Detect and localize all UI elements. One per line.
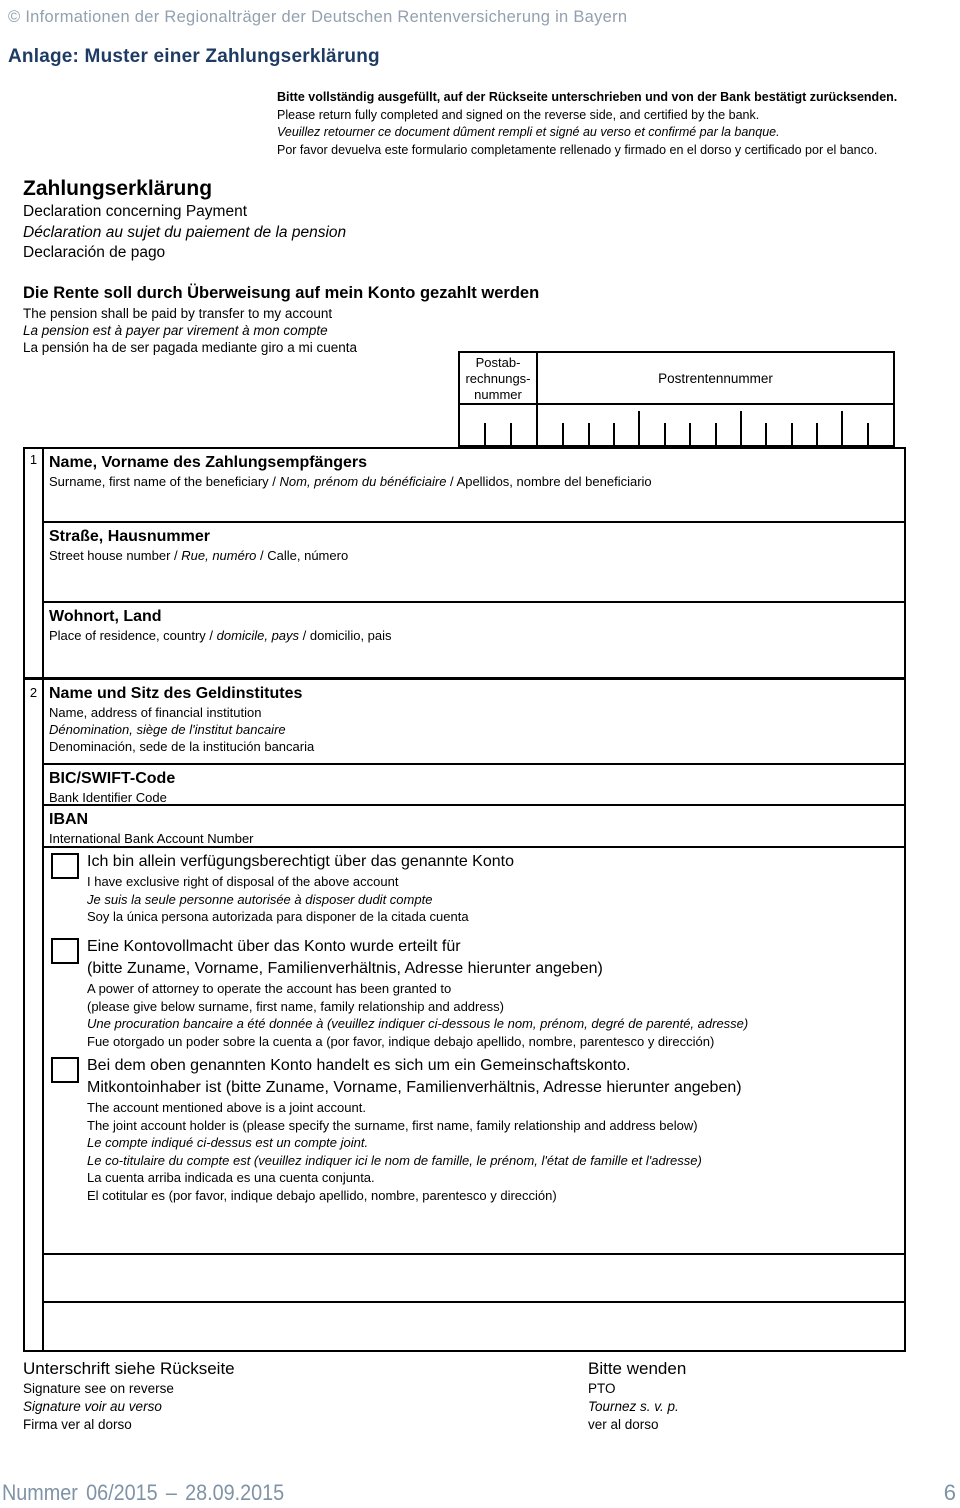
joint-de2: Mitkontoinhaber ist (bitte Zuname, Vorname, Familienverhältnis, Adresse hierunter angeben) <box>87 1079 742 1096</box>
section-2-number: 2 <box>29 685 38 700</box>
field-name-of-beneficiary[interactable] <box>44 449 904 523</box>
payment-fr: La pension est à payer par virement à mon compte <box>23 323 328 338</box>
poa-de2: (bitte Zuname, Vorname, Familienverhältnis, Adresse hierunter angeben) <box>87 960 603 977</box>
field-bic[interactable] <box>44 765 904 806</box>
field-iban-label: IBAN <box>49 811 89 828</box>
field-residence-sub-en: Place of residence, country / <box>49 628 217 643</box>
poa-es: Fue otorgado un poder sobre la cuenta a (por favor, indique debajo apellido, nombre, parentesco y dirección) <box>87 1033 715 1049</box>
return-instructions <box>277 89 897 159</box>
digit-entry-row <box>460 405 893 445</box>
page-title: Anlage: Muster einer Zahlungserklärung <box>8 46 380 67</box>
digit-separator-tick <box>588 423 590 445</box>
sole-disposal-en: I have exclusive right of disposal of the above account <box>87 874 399 889</box>
field-residence-label-de: Wohnort, Land <box>49 608 162 625</box>
footer-page-number: 6 <box>943 1480 956 1505</box>
power-of-attorney-checkbox[interactable] <box>51 938 79 964</box>
postrenten-label: Postrentennummer <box>658 370 773 386</box>
joint-fr1: Le compte indiqué ci-dessus est un compte joint. <box>87 1135 369 1150</box>
intro-line-en: Please return fully completed and signed on the reverse side, and certified by the bank. <box>277 107 760 122</box>
field-name-sub-en: Surname, first name of the beneficiary / <box>49 474 280 489</box>
main-form-table <box>23 447 906 1352</box>
field-bank-sub-en: Name, address of financial institution <box>49 705 262 720</box>
copyright-line: © Informationen der Regionalträger der Deutschen Rentenversicherung in Bayern <box>8 7 628 26</box>
field-name-sublabel <box>49 473 898 490</box>
sole-disposal-fr: Je suis la seule personne autorisée à disposer dudit compte <box>87 891 433 907</box>
post-number-header-row <box>460 353 893 405</box>
joint-es1: La cuenta arriba indicada es una cuenta conjunta. <box>87 1170 375 1185</box>
digit-separator-tick <box>689 423 691 445</box>
digit-separator-tick <box>791 423 793 445</box>
checkbox-group-power-of-attorney <box>44 936 748 1050</box>
heading-es: Declaración de pago <box>23 244 166 261</box>
signature-es: Firma ver al dorso <box>23 1417 132 1432</box>
postab-digit-cell[interactable] <box>460 405 538 445</box>
heading-de: Zahlungserklärung <box>23 177 213 200</box>
postrenten-header-cell <box>538 353 893 403</box>
digit-separator-tick <box>638 411 640 445</box>
turn-en: PTO <box>588 1381 616 1396</box>
turn-over-note <box>588 1358 686 1434</box>
section-number-column <box>25 449 44 1350</box>
payment-de: Die Rente soll durch Überweisung auf mein Konto gezahlt werden <box>23 284 540 302</box>
field-residence-sub-fr: domicile, pays <box>216 628 300 643</box>
field-iban-sublabel: International Bank Account Number <box>49 831 254 846</box>
payment-method-statement <box>23 283 539 356</box>
field-street-sub-fr: Rue, numéro <box>181 548 257 563</box>
joint-account-text <box>87 1055 742 1204</box>
intro-line-de: Bitte vollständig ausgefüllt, auf der Rückseite unterschrieben und von der Bank bestätigt zurücksenden. <box>277 90 898 104</box>
digit-separator-tick <box>510 423 512 445</box>
digit-separator-tick <box>715 423 717 445</box>
digit-separator-tick <box>816 423 818 445</box>
poa-en1: A power of attorney to operate the account has been granted to <box>87 981 452 996</box>
field-bank-sub-es: Denominación, sede de la institución bancaria <box>49 739 315 754</box>
digit-separator-tick <box>841 411 843 445</box>
sole-disposal-checkbox[interactable] <box>51 853 79 879</box>
heading-en: Declaration concerning Payment <box>23 203 248 220</box>
sole-disposal-de: Ich bin allein verfügungsberechtigt über das genannte Konto <box>87 853 514 870</box>
field-bank-name[interactable] <box>44 680 904 765</box>
digit-separator-tick <box>765 423 767 445</box>
account-authority-section <box>44 848 904 1255</box>
checkbox-group-joint-account <box>44 1055 742 1204</box>
turn-es: ver al dorso <box>588 1417 659 1432</box>
postab-label-line2: rechnungs- <box>465 371 531 386</box>
power-of-attorney-text <box>87 936 748 1050</box>
field-residence-sub-es: / domicilio, pais <box>299 628 392 643</box>
heading-fr: Déclaration au sujet du paiement de la pension <box>23 223 347 241</box>
field-bic-label: BIC/SWIFT-Code <box>49 770 176 787</box>
digit-separator-tick <box>613 423 615 445</box>
field-name-label-de: Name, Vorname des Zahlungsempfängers <box>49 454 368 471</box>
form-rows <box>44 449 904 1350</box>
field-residence[interactable] <box>44 603 904 680</box>
sole-disposal-text <box>87 851 514 926</box>
field-residence-sublabel <box>49 627 898 644</box>
field-bic-sublabel: Bank Identifier Code <box>49 790 167 805</box>
joint-en1: The account mentioned above is a joint account. <box>87 1100 366 1115</box>
postrenten-digit-cell[interactable] <box>538 405 893 445</box>
signature-en: Signature see on reverse <box>23 1381 174 1396</box>
checkbox-group-sole-disposal <box>44 851 514 926</box>
field-bank-label-de: Name und Sitz des Geldinstitutes <box>49 685 303 702</box>
payment-en: The pension shall be paid by transfer to my account <box>23 306 333 321</box>
empty-entry-row-2[interactable] <box>44 1303 904 1350</box>
field-street-sub-es: / Calle, número <box>256 548 349 563</box>
field-street[interactable] <box>44 523 904 603</box>
field-street-sub-en: Street house number / <box>49 548 182 563</box>
digit-separator-tick <box>484 423 486 445</box>
field-name-sub-fr: Nom, prénom du bénéficiaire <box>279 474 447 489</box>
sole-disposal-es: Soy la única persona autorizada para disponer de la citada cuenta <box>87 909 469 924</box>
field-street-label-de: Straße, Hausnummer <box>49 528 210 545</box>
field-street-sublabel <box>49 547 898 564</box>
joint-account-checkbox[interactable] <box>51 1057 79 1083</box>
signature-fr: Signature voir au verso <box>23 1399 162 1414</box>
digit-separator-tick <box>740 411 742 445</box>
form-heading <box>23 176 346 264</box>
turn-de: Bitte wenden <box>588 1359 687 1378</box>
intro-line-fr: Veuillez retourner ce document dûment rempli et signé au verso et confirmé par la banque. <box>277 125 780 139</box>
joint-en2: The joint account holder is (please specify the surname, first name, family relationship and address below) <box>87 1117 698 1133</box>
joint-es2: El cotitular es (por favor, indique debajo apellido, nombre, parentesco y dirección) <box>87 1187 557 1203</box>
intro-line-es: Por favor devuelva este formulario completamente rellenado y firmado en el dorso y certificado por el banco. <box>277 142 878 157</box>
poa-en2: (please give below surname, first name, family relationship and address) <box>87 998 504 1014</box>
field-name-sub-es: / Apellidos, nombre del beneficiario <box>446 474 652 489</box>
postab-label-line1: Postab- <box>475 355 521 370</box>
poa-de1: Eine Kontovollmacht über das Konto wurde erteilt für <box>87 938 461 955</box>
poa-fr: Une procuration bancaire a été donnée à (veuillez indiquer ci-dessous le nom, prénom, degré de parenté, adresse) <box>87 1016 749 1031</box>
field-bank-sub-fr: Dénomination, siège de l'institut bancaire <box>49 722 286 737</box>
digit-separator-tick <box>867 423 869 445</box>
turn-fr: Tournez s. v. p. <box>588 1399 679 1414</box>
section-1-number: 1 <box>29 452 38 467</box>
postab-label-line3: nummer <box>474 387 522 402</box>
signature-note <box>23 1358 235 1434</box>
signature-de: Unterschrift siehe Rückseite <box>23 1359 235 1378</box>
field-iban[interactable] <box>44 806 904 848</box>
joint-de1: Bei dem oben genannten Konto handelt es sich um ein Gemeinschaftskonto. <box>87 1057 631 1074</box>
payment-es: La pensión ha de ser pagada mediante giro a mi cuenta <box>23 340 357 355</box>
post-number-table <box>458 351 895 447</box>
digit-separator-tick <box>562 423 564 445</box>
empty-entry-row-1[interactable] <box>44 1255 904 1303</box>
digit-separator-tick <box>664 423 666 445</box>
footer-issue-number: Nummer 06/2015 – 28.09.2015 <box>2 1480 285 1505</box>
joint-fr2: Le co-titulaire du compte est (veuillez indiquer ici le nom de famille, le prénom, l'état de famille et l'adresse) <box>87 1152 702 1168</box>
postab-header-cell <box>460 353 538 403</box>
